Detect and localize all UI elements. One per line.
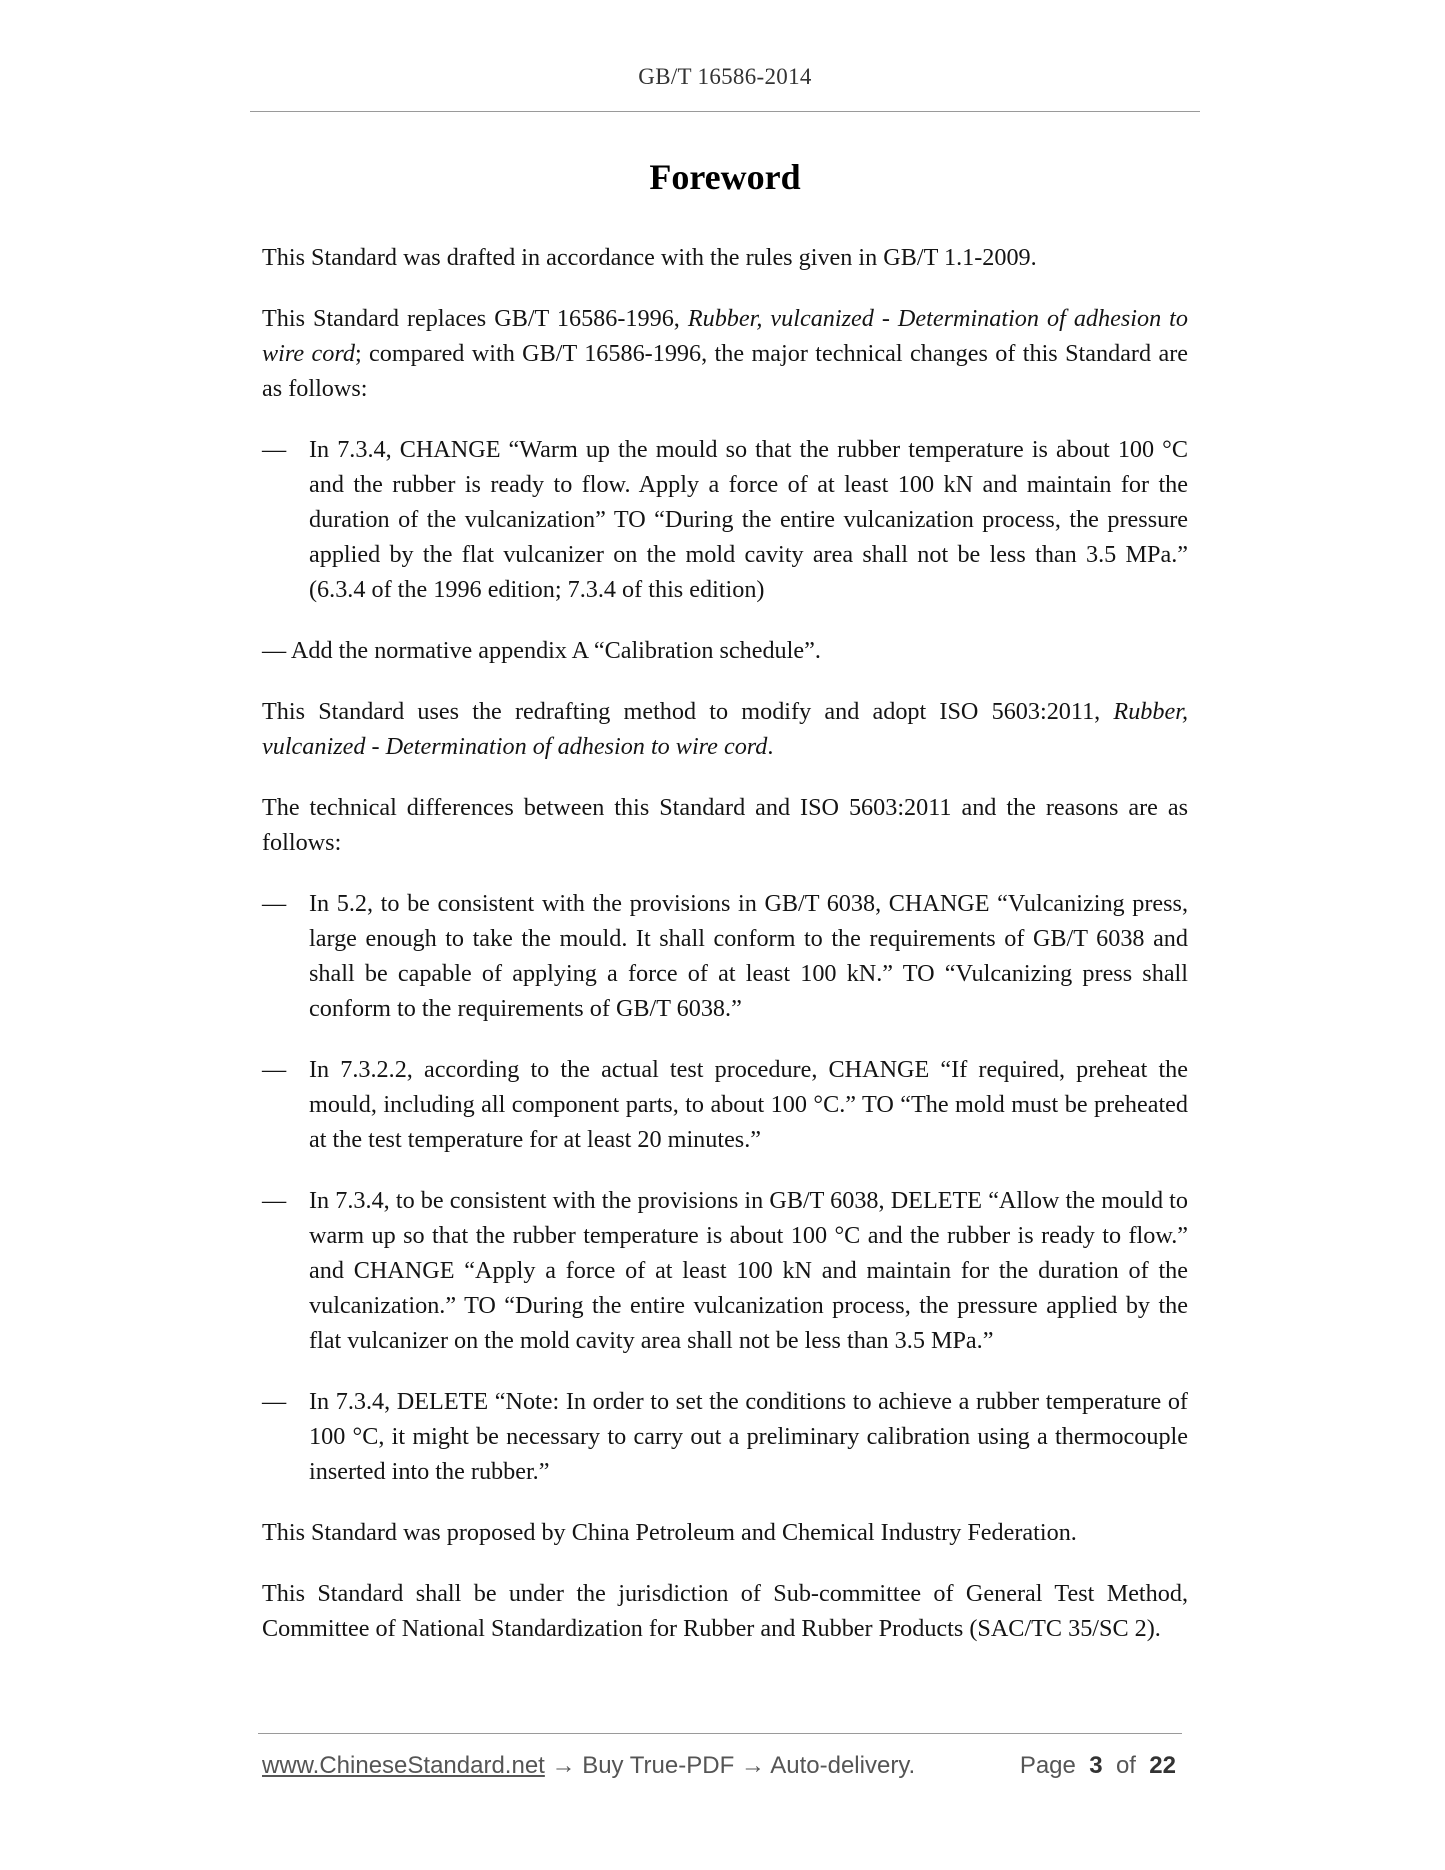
list-item-change-1 xyxy=(262,432,1188,607)
list-item-difference-3 xyxy=(262,1183,1188,1358)
total-pages: 22 xyxy=(1149,1752,1176,1779)
list-item-text: In 7.3.2.2, according to the actual test procedure, CHANGE “If required, preheat the mould, including all component parts, to about 100 °C.” TO “The mold must be preheated at the test temperature for at least 20 minutes.” xyxy=(309,1056,1188,1153)
list-item-difference-2 xyxy=(262,1052,1188,1157)
page-footer xyxy=(262,1752,1182,1786)
replaces-text-start: This Standard replaces GB/T 16586-1996, xyxy=(262,305,688,332)
arrow-right-icon: → xyxy=(551,1752,576,1779)
running-header: GB/T 16586-2014 xyxy=(638,64,812,89)
list-item-text: Add the normative appendix A “Calibration schedule”. xyxy=(290,637,821,664)
footer-promo xyxy=(262,1752,915,1780)
site-link[interactable]: www.ChineseStandard.net xyxy=(262,1752,545,1779)
footer-divider xyxy=(258,1733,1182,1734)
adopted-standard-title: Rubber, vulcanized - Determination of adhesion to wire cord xyxy=(262,698,1188,760)
em-dash-bullet: — xyxy=(262,890,287,917)
list-item-difference-4 xyxy=(262,1384,1188,1489)
replaced-standard-title: Rubber, vulcanized - Determination of adhesion to wire cord xyxy=(262,305,1188,367)
redrafting-text-end: . xyxy=(767,733,774,760)
buy-true-pdf-text: Buy True-PDF xyxy=(582,1752,735,1779)
em-dash-bullet: — xyxy=(262,637,287,664)
em-dash-bullet: — xyxy=(262,436,287,463)
em-dash-bullet: — xyxy=(262,1388,287,1415)
list-item-text: In 5.2, to be consistent with the provisions in GB/T 6038, CHANGE “Vulcanizing press, large enough to take the mould. It shall conform to the requirements of GB/T 6038 and shall be capable of applying a force of at least 100 kN.” TO “Vulcanizing press shall conform to the requirements of GB/T 6038.” xyxy=(309,890,1188,1022)
list-item-change-2 xyxy=(262,633,1188,668)
em-dash-bullet: — xyxy=(262,1056,287,1083)
page-number xyxy=(1020,1752,1176,1780)
page-label: Page xyxy=(1019,1752,1076,1779)
auto-delivery-text: Auto-delivery. xyxy=(770,1752,916,1779)
list-item-text: In 7.3.4, CHANGE “Warm up the mould so that the rubber temperature is about 100 °C and the rubber is ready to flow. Apply a force of at least 100 kN and maintain for the duration of the vulcanization” TO “During the entire vulcanization process, the pressure applied by the flat vulcanizer on the mold cavity area shall not be less than 3.5 MPa.” (6.3.4 of the 1996 edition; 7.3.4 of this edition) xyxy=(309,436,1188,603)
list-item-text: In 7.3.4, DELETE “Note: In order to set the conditions to achieve a rubber temperature of 100 °C, it might be necessary to carry out a preliminary calibration using a thermocouple inserted into the rubber.” xyxy=(309,1388,1188,1485)
document-body xyxy=(262,240,1188,1672)
paragraph-jurisdiction: This Standard shall be under the jurisdiction of Sub-committee of General Test Method, Committee of National Standardization for Rubber and Rubber Products (SAC/TC 35/SC 2). xyxy=(262,1580,1188,1642)
arrow-right-icon: → xyxy=(740,1752,765,1779)
of-label: of xyxy=(1115,1752,1136,1779)
page-title: Foreword xyxy=(649,157,801,197)
paragraph-technical-differences: The technical differences between this Standard and ISO 5603:2011 and the reasons are as follows: xyxy=(262,794,1188,856)
header-divider xyxy=(250,111,1200,112)
replaces-text-end: ; compared with GB/T 16586-1996, the major technical changes of this Standard are as follows: xyxy=(262,340,1188,402)
paragraph-drafting-rules: This Standard was drafted in accordance with the rules given in GB/T 1.1-2009. xyxy=(262,244,1037,271)
current-page: 3 xyxy=(1089,1752,1103,1779)
paragraph-redrafting xyxy=(262,694,1188,764)
paragraph-proposed-by: This Standard was proposed by China Petroleum and Chemical Industry Federation. xyxy=(262,1519,1077,1546)
paragraph-replaces xyxy=(262,301,1188,406)
em-dash-bullet: — xyxy=(262,1187,287,1214)
list-item-text: In 7.3.4, to be consistent with the provisions in GB/T 6038, DELETE “Allow the mould to warm up so that the rubber temperature is about 100 °C and the rubber is ready to flow.” and CHANGE “Apply a force of at least 100 kN and maintain for the duration of the vulcanization.” TO “During the entire vulcanization process, the pressure applied by the flat vulcanizer on the mold cavity area shall not be less than 3.5 MPa.” xyxy=(309,1187,1188,1354)
redrafting-text-start: This Standard uses the redrafting method to modify and adopt ISO 5603:2011, xyxy=(262,698,1114,725)
list-item-difference-1 xyxy=(262,886,1188,1026)
